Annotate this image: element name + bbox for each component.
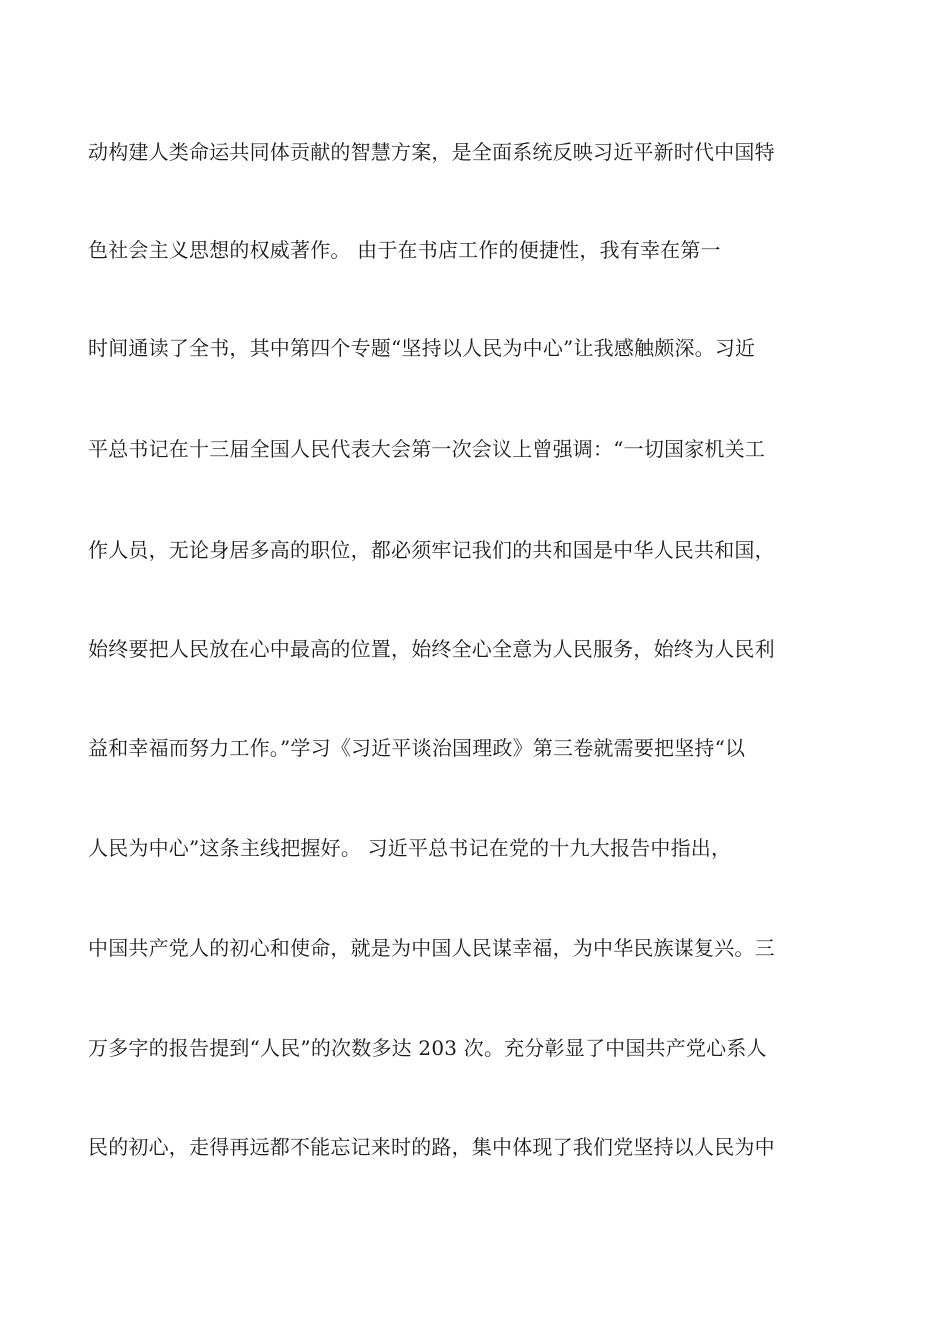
text-line: 动构建人类命运共同体贡献的智慧方案，是全面系统反映习近平新时代中国特: [88, 140, 775, 164]
text-line: 平总书记在十三届全国人民代表大会第一次会议上曾强调：“一切国家机关工: [88, 437, 766, 461]
text-line: 中国共产党人的初心和使命，就是为中国人民谋幸福，为中华民族谋复兴。三: [88, 936, 775, 960]
text-line: 民的初心，走得再远都不能忘记来时的路，集中体现了我们党坚持以人民为中: [88, 1135, 775, 1159]
text-line: 时间通读了全书，其中第四个专题“坚持以人民为中心”让我感触颇深。习近: [88, 336, 756, 360]
text-line: 人民为中心”这条主线把握好。 习近平总书记在党的十九大报告中指出，: [88, 836, 732, 860]
text-line: 益和幸福而努力工作。”学习《习近平谈治国理政》第三卷就需要把坚持“以: [88, 736, 746, 760]
text-line: 万多字的报告提到“人民”的次数多达 203 次。充分彰显了中国共产党心系人: [88, 1036, 767, 1060]
text-line: 作人员，无论身居多高的职位，都必须牢记我们的共和国是中华人民共和国，: [88, 538, 775, 562]
text-line: 始终要把人民放在心中最高的位置，始终全心全意为人民服务，始终为人民利: [88, 637, 775, 661]
text-line: 色社会主义思想的权威著作。 由于在书店工作的便捷性，我有幸在第一: [88, 238, 721, 262]
